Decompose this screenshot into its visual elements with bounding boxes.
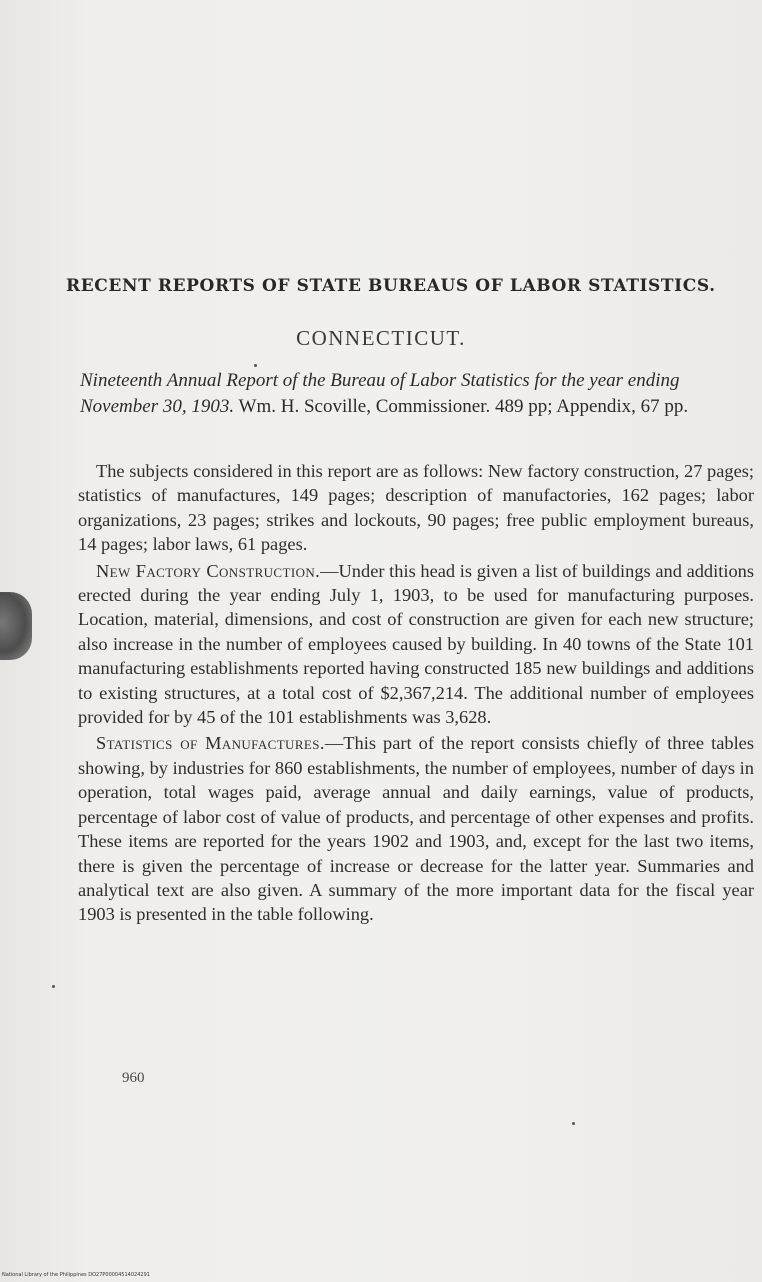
paragraph-text: —This part of the report consists chiefly of three tables showing, by industries for 860 establishments, the number of employees, number of days in operation, total wages paid, average annual and daily earnings, value of products, percentage of labor cost of value of products, and percentage of other expenses and profits. These items are reported for the years 1902 and 1903, and, except for the last two items, there is given the percentage of increase or decrease for the latter year. Summaries and analytical text are also given. A summary of the more important data for the fiscal year 1903 is presented in the table following. [78, 733, 754, 925]
paragraph-text: The subjects considered in this report are as follows: New factory construction, 27 pages; statistics of manufactures, 149 pages; description of manufactories, 162 pages; labor organizations, 23 pages; strikes and lockouts, 90 pages; free public employment bureaus, 14 pages; labor laws, 61 pages. [78, 461, 754, 555]
paragraph-statistics-of-manufactures [78, 731, 754, 926]
report-citation [80, 368, 756, 420]
ink-speck [254, 364, 257, 367]
library-footer: National Library of the Philippines DO27P00004514024291 [2, 1272, 150, 1278]
report-title: Nineteenth Annual Report of the Bureau of Labor Statistics for the year ending November 30, 1903. [80, 370, 680, 417]
paragraph-lead: Statistics of Manufactures. [96, 733, 325, 754]
report-commissioner: Wm. H. Scoville, Commissioner. [238, 396, 491, 417]
section-heading: RECENT REPORTS OF STATE BUREAUS OF LABOR STATISTICS. [66, 276, 716, 296]
ink-speck [52, 985, 55, 988]
scanner-thumb-shadow [0, 592, 32, 660]
report-body [78, 459, 754, 929]
state-title: CONNECTICUT. [296, 326, 466, 350]
paragraph-factory-construction [78, 559, 754, 730]
paragraph-subjects [78, 459, 754, 557]
page-number: 960 [122, 1070, 145, 1086]
paragraph-lead: New Factory Construction. [96, 560, 321, 581]
ink-speck [572, 1122, 575, 1125]
report-pages: 489 pp; Appendix, 67 pp. [495, 396, 689, 417]
paragraph-text: —Under this head is given a list of buildings and additions erected during the year ending July 1, 1903, to be used for manufacturing purposes. Location, material, dimensions, and cost of construction are given for each new structure; also increase in the number of employees caused by building. In 40 towns of the State 101 manufacturing establishments reported having constructed 185 new buildings and additions to existing structures, at a total cost of $2,367,214. The additional number of employees provided for by 45 of the 101 establishments was 3,628. [78, 560, 754, 728]
